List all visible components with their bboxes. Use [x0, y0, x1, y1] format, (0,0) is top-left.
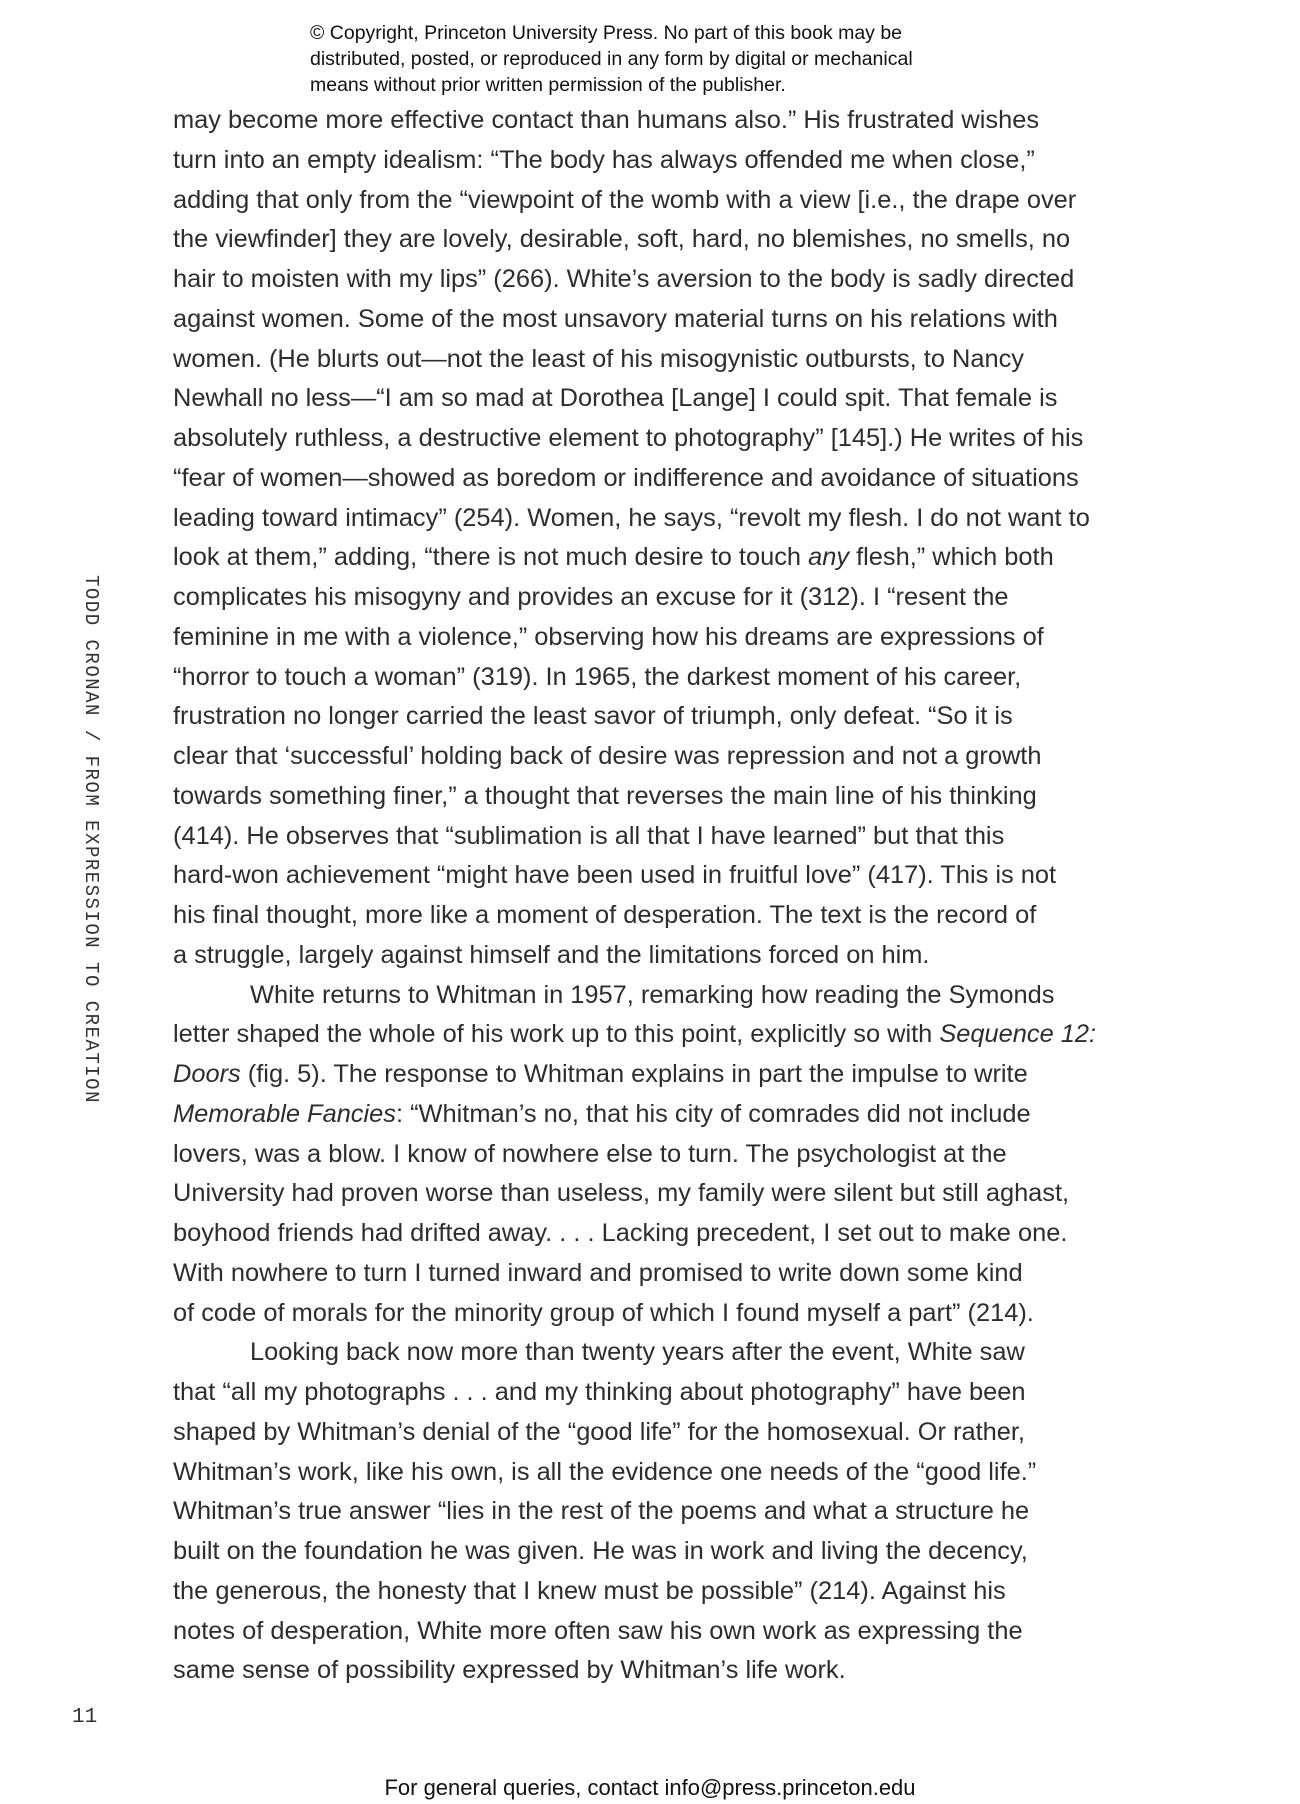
text-line [173, 141, 1133, 181]
text-segment: flesh,” which both [849, 543, 1054, 572]
italic-text: Memorable Fancies [173, 1099, 396, 1128]
text-segment: notes of desperation, White more often saw his own work as expressing the [173, 1616, 1023, 1645]
text-line [173, 1294, 1133, 1334]
page-number: 11 [72, 1706, 98, 1729]
text-segment: leading toward intimacy” (254). Women, he says, “revolt my flesh. I do not want to [173, 503, 1090, 532]
text-segment: that “all my photographs . . . and my thinking about photography” have been [173, 1378, 1026, 1406]
text-segment: the generous, the honesty that I knew must be possible” (214). Against his [173, 1576, 1006, 1605]
text-segment: a struggle, largely against himself and the limitations forced on him. [173, 940, 930, 969]
text-line [173, 896, 1133, 936]
copyright-line: distributed, posted, or reproduced in any form by digital or mechanical [310, 48, 913, 70]
text-line [173, 658, 1133, 698]
text-segment: look at them,” adding, “there is not much desire to touch [173, 543, 809, 572]
text-segment: absolutely ruthless, a destructive element to photography” [145].) He writes of his [173, 424, 1084, 452]
text-line [173, 1532, 1133, 1572]
text-segment: University had proven worse than useless, my family were silent but still aghast, [173, 1179, 1070, 1208]
running-head: TODD CRONAN / FROM EXPRESSION TO CREATION [80, 575, 102, 1104]
text-segment: shaped by Whitman’s denial of the “good life” for the homosexual. Or rather, [173, 1417, 1025, 1446]
text-line [173, 578, 1133, 618]
text-line [173, 1453, 1133, 1493]
text-line [173, 618, 1133, 658]
text-segment: his final thought, more like a moment of desperation. The text is the record of [173, 901, 1037, 929]
text-segment: of code of morals for the minority group of which I found myself a part” (214). [173, 1298, 1034, 1327]
text-line [173, 1612, 1133, 1652]
text-segment: women. (He blurts out—not the least of his misogynistic outbursts, to Nancy [173, 344, 1024, 373]
text-line [173, 1015, 1133, 1055]
text-line [173, 1373, 1133, 1413]
text-segment: hard-won achievement “might have been used in fruitful love” (417). This is not [173, 861, 1057, 890]
text-segment: (fig. 5). The response to Whitman explains in part the impulse to write [240, 1060, 1028, 1088]
text-segment: feminine in me with a violence,” observing how his dreams are expressions of [173, 622, 1044, 651]
text-line [173, 1333, 1133, 1373]
text-line [173, 260, 1133, 300]
text-line [173, 976, 1133, 1016]
text-line [173, 1651, 1133, 1691]
text-segment: hair to moisten with my lips” (266). White’s aversion to the body is sadly directed [173, 265, 1075, 293]
text-line [173, 459, 1133, 499]
footer-contact: For general queries, contact info@press.princeton.edu [384, 1775, 916, 1800]
text-segment: built on the foundation he was given. He was in work and living the decency, [173, 1537, 1028, 1565]
body-text [173, 101, 1133, 1691]
text-segment: lovers, was a blow. I know of nowhere else to turn. The psychologist at the [173, 1139, 1007, 1168]
text-line [173, 419, 1133, 459]
italic-text: Sequence 12: [939, 1020, 1097, 1049]
text-segment: “fear of women—showed as boredom or indifference and avoidance of situations [173, 463, 1079, 492]
text-line [173, 101, 1133, 141]
text-line [173, 1572, 1133, 1612]
text-line [173, 817, 1133, 857]
text-line [173, 1174, 1133, 1214]
text-segment: turn into an empty idealism: “The body has always offended me when close,” [173, 145, 1035, 174]
text-segment: may become more effective contact than humans also.” His frustrated wishes [173, 106, 1040, 134]
text-line [173, 737, 1133, 777]
text-segment: Newhall no less—“I am so mad at Dorothea [Lange] I could spit. That female is [173, 384, 1058, 413]
text-segment: With nowhere to turn I turned inward and promised to write down some kind [173, 1258, 1023, 1287]
text-segment: adding that only from the “viewpoint of the womb with a view [i.e., the drape over [173, 185, 1077, 214]
text-segment: (414). He observes that “sublimation is all that I have learned” but that this [173, 821, 1005, 850]
text-line [173, 1055, 1133, 1095]
text-segment: towards something finer,” a thought that reverses the main line of his thinking [173, 781, 1037, 810]
text-segment: Whitman’s work, like his own, is all the evidence one needs of the “good life.” [173, 1457, 1037, 1486]
text-segment: : “Whitman’s no, that his city of comrades did not include [395, 1099, 1031, 1128]
text-line [173, 1214, 1133, 1254]
text-line [173, 1413, 1133, 1453]
text-segment: clear that ‘successful’ holding back of desire was repression and not a growth [173, 742, 1042, 770]
copyright-line: © Copyright, Princeton University Press. No part of this book may be [310, 22, 903, 44]
text-line [173, 697, 1133, 737]
text-segment: “horror to touch a woman” (319). In 1965, the darkest moment of his career, [173, 662, 1022, 691]
text-segment: Looking back now more than twenty years after the event, White saw [250, 1338, 1025, 1367]
text-segment: Whitman’s true answer “lies in the rest of the poems and what a structure he [173, 1497, 1030, 1526]
text-segment: against women. Some of the most unsavory material turns on his relations with [173, 304, 1058, 333]
text-line [173, 379, 1133, 419]
copyright-notice [310, 20, 1010, 98]
text-line [173, 1254, 1133, 1294]
text-segment: frustration no longer carried the least savor of triumph, only defeat. “So it is [173, 702, 1013, 731]
text-segment: complicates his misogyny and provides an excuse for it (312). I “resent the [173, 583, 1009, 611]
text-segment: the viewfinder] they are lovely, desirable, soft, hard, no blemishes, no smells, no [173, 225, 1071, 254]
text-line [173, 220, 1133, 260]
text-line [173, 777, 1133, 817]
text-line [173, 181, 1133, 221]
copyright-line: means without prior written permission of the publisher. [310, 74, 786, 96]
text-segment: letter shaped the whole of his work up to this point, explicitly so with [173, 1020, 940, 1049]
text-segment: same sense of possibility expressed by Whitman’s life work. [173, 1656, 846, 1685]
text-line [173, 856, 1133, 896]
italic-text: any [808, 543, 850, 572]
text-segment: White returns to Whitman in 1957, remarking how reading the Symonds [250, 980, 1055, 1009]
text-line [173, 1135, 1133, 1175]
text-line [173, 340, 1133, 380]
text-line [173, 499, 1133, 539]
italic-text: Doors [173, 1060, 241, 1088]
text-line [173, 538, 1133, 578]
text-line [173, 936, 1133, 976]
text-line [173, 1095, 1133, 1135]
text-line [173, 1492, 1133, 1532]
text-segment: boyhood friends had drifted away. . . . Lacking precedent, I set out to make one. [173, 1219, 1068, 1247]
text-line [173, 300, 1133, 340]
